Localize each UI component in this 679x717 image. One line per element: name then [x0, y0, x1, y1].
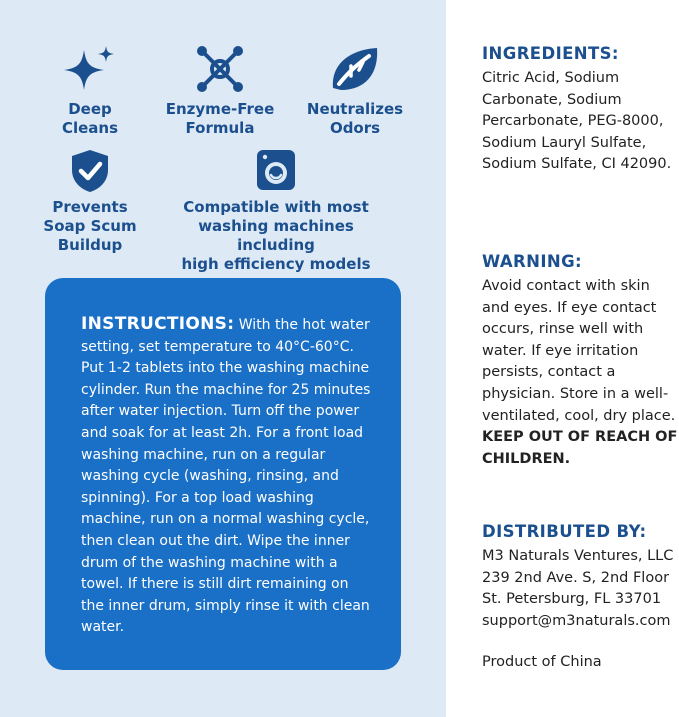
distributor-line: St. Petersburg, FL 33701: [482, 591, 662, 608]
distributor-line: M3 Naturals Ventures, LLC: [482, 548, 674, 564]
warning-text: Avoid contact with skin and eyes. If eye contact occurs, rinse well with water. If eye irritation persists, contact a physician. Store in a well-ventilated, cool, dry place.: [482, 278, 676, 424]
feature-compatible-machines: [160, 148, 392, 274]
instructions-text: With the hot water setting, set temperature to 40°C-60°C. Put 1-2 tablets into the washing machine cylinder. Run the machine for 25 minutes after water injection. Turn off the power and soak for at least 2h. For a front load washing machine, run on a regular washing cycle (washing, rinsing, and spinning). For a top load washing machine, run on a normal washing cycle, then clean out the dirt. Wipe the inner drum of the washing machine with a towel. If there is still dirt remaining on the inner drum, simply rinse it with clean water.: [81, 317, 371, 636]
ingredients-text: Citric Acid, Sodium Carbonate, Sodium Percarbonate, PEG-8000, Sodium Lauryl Sulfate, Sodium Sulfate, CI 42090.: [482, 70, 672, 173]
distributor-section: [482, 518, 679, 632]
molecule-icon: [195, 44, 245, 94]
feature-label-line: Soap Scum: [43, 217, 137, 235]
feature-label-line: Compatible with most: [183, 198, 369, 216]
feature-label-line: Formula: [185, 119, 255, 137]
washing-machine-icon: [255, 148, 297, 192]
feature-label-line: high efficiency models: [181, 255, 371, 273]
shield-check-icon: [68, 148, 112, 194]
origin-text: Product of China: [482, 654, 602, 670]
feature-label-line: Cleans: [61, 119, 119, 137]
feature-neutralizes-odors: [300, 44, 410, 138]
distributor-title: DISTRIBUTED BY:: [482, 522, 647, 541]
feature-label-line: washing machines including: [198, 217, 354, 254]
feature-label-line: Deep: [68, 100, 112, 118]
distributor-email: support@m3naturals.com: [482, 612, 671, 629]
feature-label-line: Enzyme-Free: [165, 100, 275, 118]
feature-deep-cleans: [40, 44, 140, 138]
ingredients-section: [482, 40, 679, 176]
instructions-heading: INSTRUCTIONS:: [81, 314, 235, 334]
warning-section: [482, 248, 679, 470]
ingredients-title: INGREDIENTS:: [482, 44, 619, 63]
feature-prevents-soap-scum: [40, 148, 140, 255]
origin-section: [482, 652, 679, 674]
feature-label-line: Prevents: [52, 198, 128, 216]
feature-label-line: Odors: [329, 119, 381, 137]
feature-enzyme-free: [160, 44, 280, 138]
warning-title: WARNING:: [482, 252, 583, 271]
instructions-box: [45, 278, 401, 670]
leaf-icon: [329, 44, 381, 94]
warning-emphasis: KEEP OUT OF REACH OF CHILDREN.: [482, 429, 678, 467]
sparkle-icon: [62, 44, 118, 96]
feature-label-line: Buildup: [57, 236, 123, 254]
feature-label-line: Neutralizes: [306, 100, 404, 118]
distributor-line: 239 2nd Ave. S, 2nd Floor: [482, 569, 670, 586]
